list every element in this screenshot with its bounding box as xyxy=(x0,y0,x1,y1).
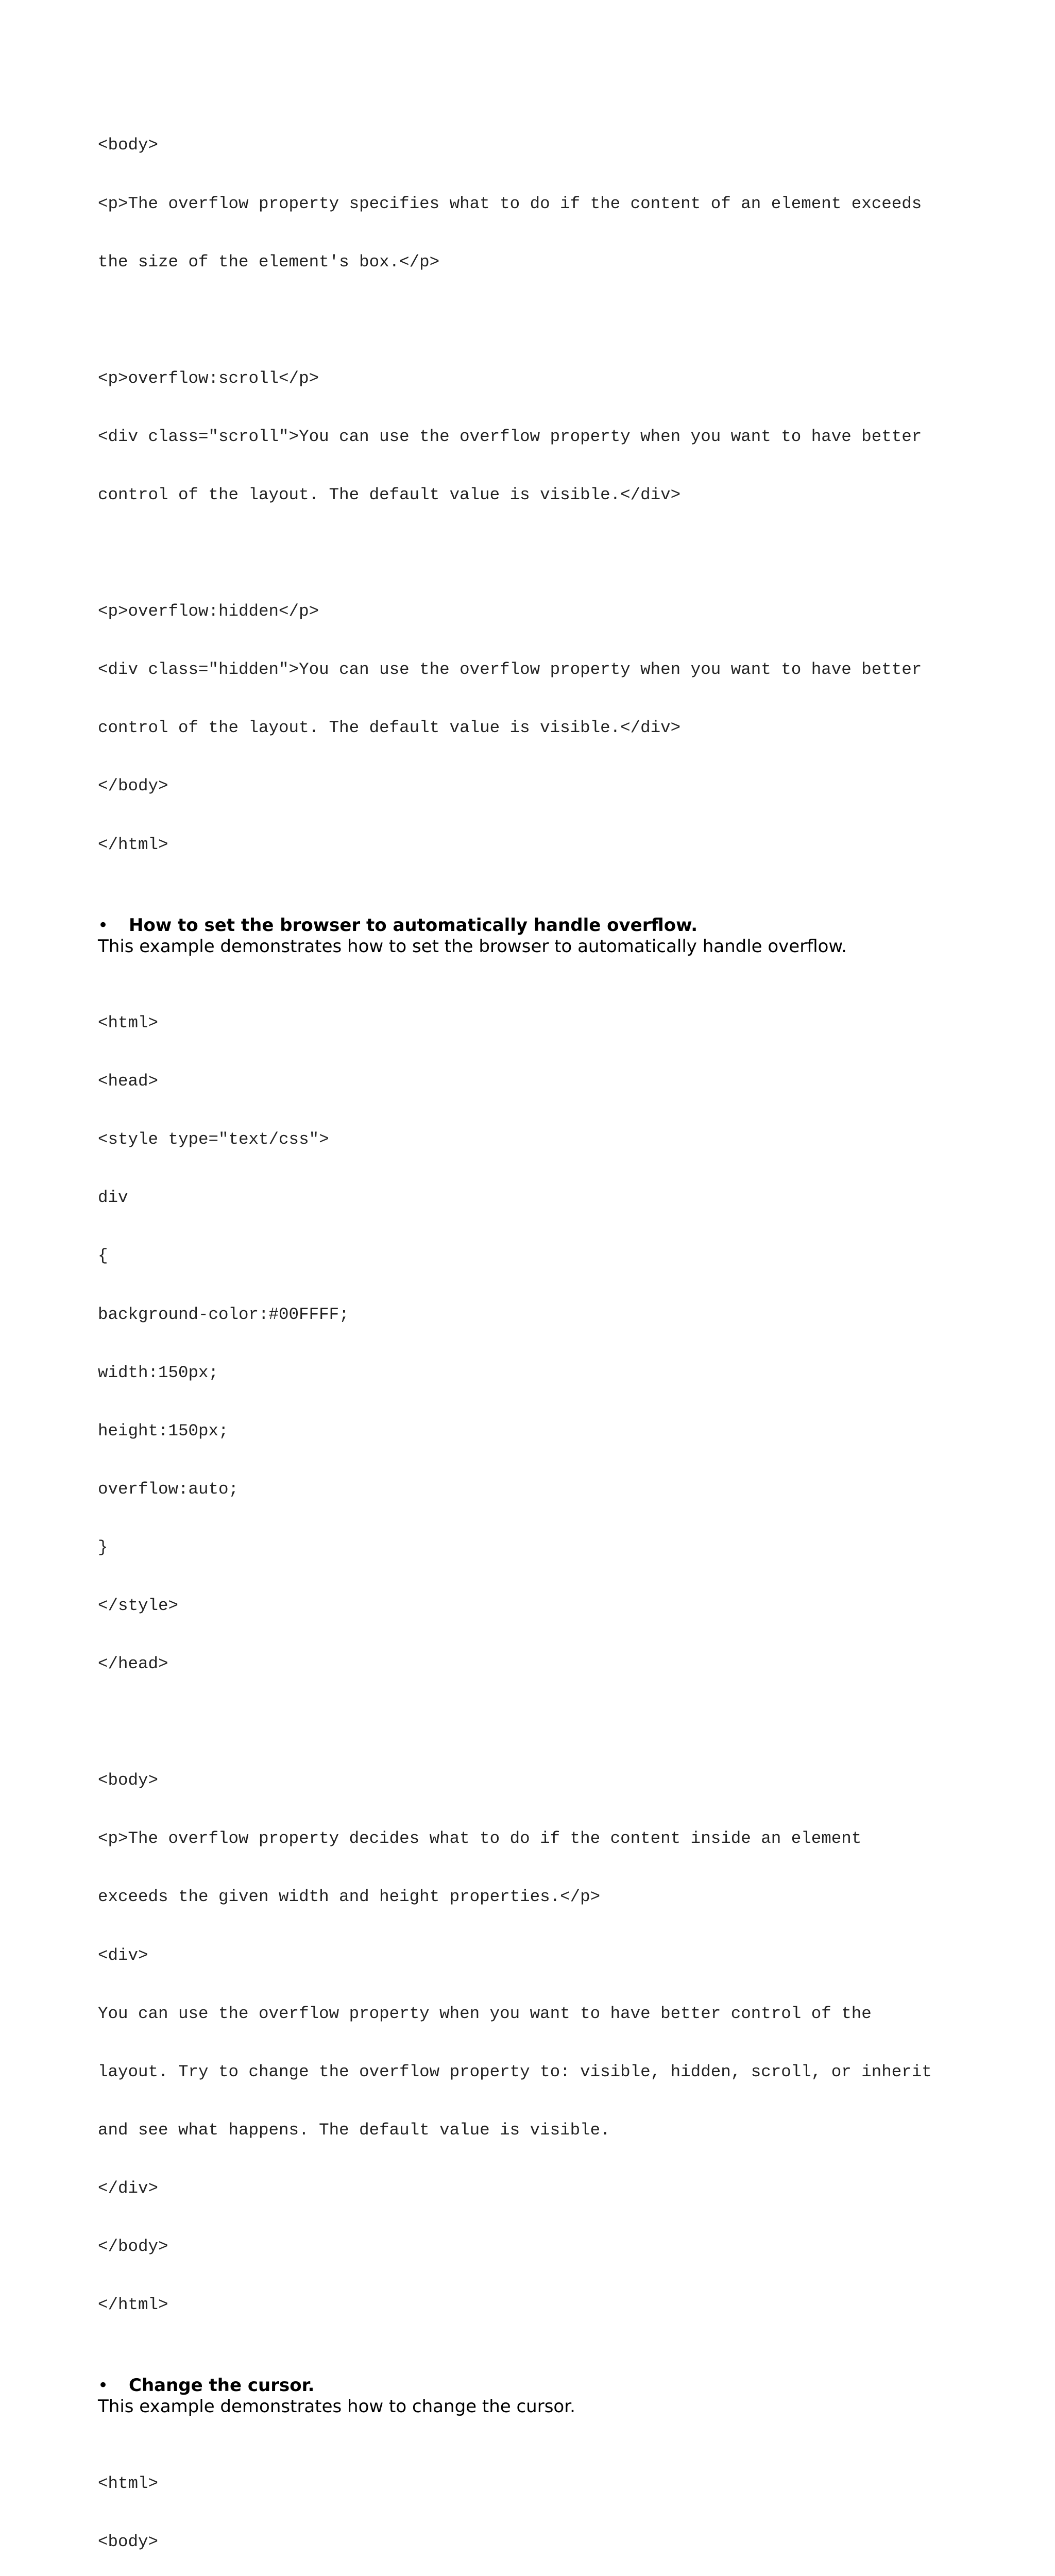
code-line: </html> xyxy=(98,2295,168,2315)
code-line: <div> xyxy=(98,1945,148,1965)
code-line: <head> xyxy=(98,1072,159,1091)
code-line: the size of the element's box.</p> xyxy=(98,252,440,272)
code-line: <body> xyxy=(98,135,159,155)
code-line: { xyxy=(98,1246,108,1266)
bullet-icon: • xyxy=(98,914,109,936)
code-line: } xyxy=(98,1537,108,1557)
code-line: </style> xyxy=(98,1596,179,1615)
code-line: <div class="scroll">You can use the overflow property when you want to have better xyxy=(98,427,922,446)
code-line: <style type="text/css"> xyxy=(98,1130,329,1149)
code-line: exceeds the given width and height properties.</p> xyxy=(98,1887,601,1907)
code-line: <div class="hidden">You can use the overflow property when you want to have better xyxy=(98,660,922,680)
code-line: control of the layout. The default value is visible.</div> xyxy=(98,485,681,504)
code-line xyxy=(98,544,984,563)
code-line: <body> xyxy=(98,2532,159,2551)
code-line: </head> xyxy=(98,1654,168,1674)
section-heading-text: How to set the browser to automatically handle overflow. xyxy=(129,914,698,936)
code-line: div xyxy=(98,1188,128,1208)
code-line: <p>overflow:hidden</p> xyxy=(98,602,319,621)
section-heading-auto-overflow xyxy=(98,915,984,936)
code-block-cursor xyxy=(98,2435,984,2576)
code-line: layout. Try to change the overflow property to: visible, hidden, scroll, or inherit xyxy=(98,2062,932,2081)
code-line: and see what happens. The default value is visible. xyxy=(98,2120,610,2140)
code-line: You can use the overflow property when you want to have better control of the xyxy=(98,2004,872,2023)
code-line: <html> xyxy=(98,1013,159,1033)
section-description: This example demonstrates how to change the cursor. xyxy=(98,2396,575,2417)
code-line: </div> xyxy=(98,2178,159,2198)
code-line: height:150px; xyxy=(98,1421,229,1440)
section-description: This example demonstrates how to set the browser to automatically handle overflow. xyxy=(98,936,847,957)
code-line: control of the layout. The default value is visible.</div> xyxy=(98,718,681,738)
code-block-auto-overflow xyxy=(98,975,984,2354)
code-line: overflow:auto; xyxy=(98,1479,239,1499)
code-line: <p>The overflow property specifies what to do if the content of an element exceeds xyxy=(98,194,922,213)
bullet-icon: • xyxy=(98,2375,109,2396)
document-page xyxy=(98,97,984,2576)
code-line: </body> xyxy=(98,2237,168,2256)
code-line: </body> xyxy=(98,776,168,796)
code-line: background-color:#00FFFF; xyxy=(98,1304,349,1324)
code-block-overflow-scroll-hidden xyxy=(98,97,984,893)
section-heading-change-cursor xyxy=(98,2375,984,2396)
code-line xyxy=(98,1713,984,1732)
code-line: <p>The overflow property decides what to do if the content inside an element xyxy=(98,1829,862,1849)
code-line: <html> xyxy=(98,2473,159,2493)
code-line: <p>overflow:scroll</p> xyxy=(98,368,319,388)
code-line: <body> xyxy=(98,1771,159,1790)
section-heading-text: Change the cursor. xyxy=(129,2375,315,2396)
code-line: width:150px; xyxy=(98,1363,219,1382)
code-line xyxy=(98,311,984,330)
code-line: </html> xyxy=(98,835,168,854)
